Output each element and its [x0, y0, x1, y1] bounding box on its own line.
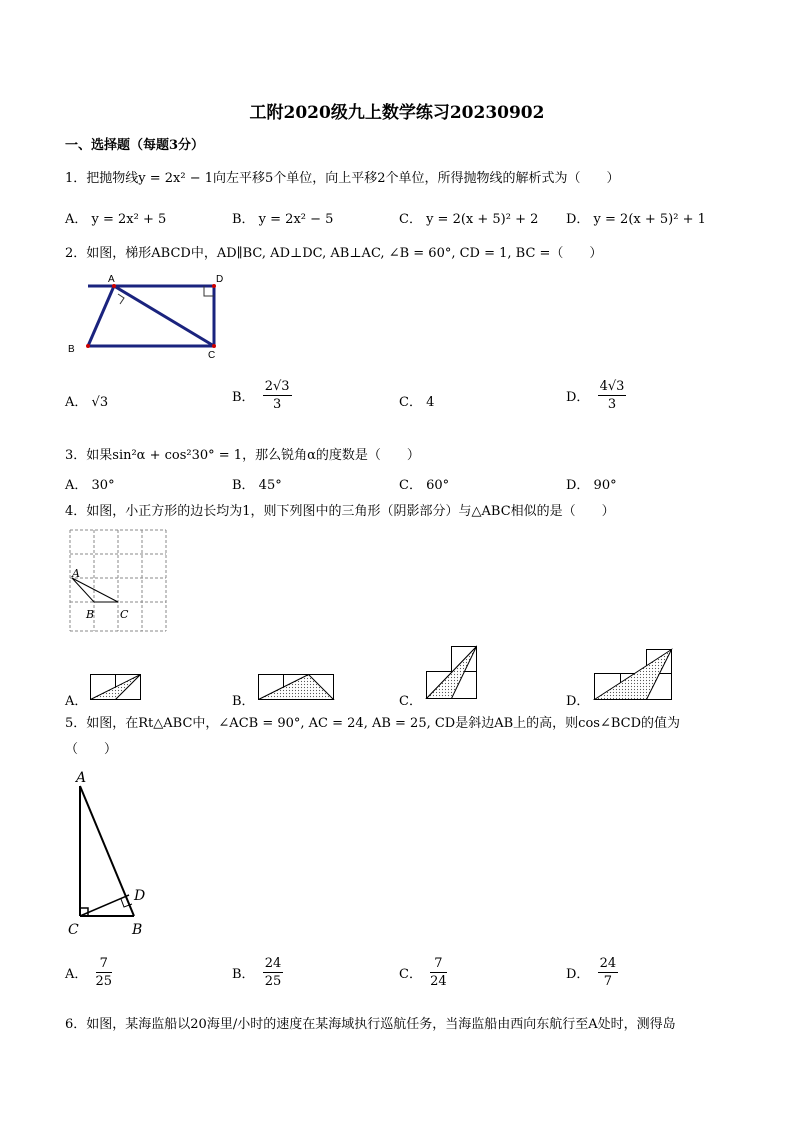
q6-stem: 6．如图，某海监船以20海里/小时的速度在某海域执行巡航任务，当海监船由西向东航行至A处时，测得岛 [65, 1017, 676, 1032]
q2-option-c[interactable]: C． 4 [399, 395, 435, 410]
q2-option-d-label: D． [566, 390, 590, 405]
section-heading: 一、选择题（每题3分） [65, 138, 205, 153]
q5-label-b: B [132, 922, 143, 938]
q5-option-d-denominator: 7 [603, 974, 612, 989]
q4-stem: 4．如图，小正方形的边长均为1，则下列图中的三角形（阴影部分）与△ABC相似的是（ ） [65, 504, 615, 519]
q4-option-d-figure [594, 649, 674, 702]
q5-label-c: C [68, 922, 79, 938]
q5-option-d[interactable] [566, 955, 618, 990]
q3-option-b[interactable]: B． 45° [232, 478, 282, 493]
q1-option-a[interactable]: A． y = 2x² + 5 [65, 212, 167, 227]
q2-stem: 2．如图，梯形ABCD中，AD∥BC, AD⊥DC, AB⊥AC, ∠B = 60°, CD = 1, BC =（ ） [65, 246, 603, 261]
q5-right-triangle-figure [66, 768, 156, 940]
q2-option-d-numerator: 4√3 [599, 379, 625, 394]
q2-option-d[interactable] [566, 378, 626, 413]
q5-option-b[interactable] [232, 955, 283, 990]
q5-option-a[interactable] [65, 955, 112, 990]
q2-option-a-value: √3 [91, 395, 109, 410]
q3-stem: 3．如果sin²α + cos²30° = 1，那么锐角α的度数是（ ） [65, 448, 420, 463]
q2-option-a-label: A． [65, 395, 88, 410]
q5-option-a-denominator: 25 [95, 974, 113, 989]
q2-option-b-label: B． [232, 390, 255, 405]
q2-label-c: C [208, 350, 216, 361]
q5-stem-continued: （ ） [65, 742, 118, 757]
q4-label-a: A [72, 567, 80, 580]
q5-stem: 5．如图，在Rt△ABC中，∠ACB = 90°, AC = 24, AB = 25, CD是斜边AB上的高，则cos∠BCD的值为 [65, 716, 681, 731]
q5-option-a-label: A． [65, 967, 88, 982]
q4-option-c-figure [426, 646, 478, 702]
q5-option-b-label: B． [232, 967, 255, 982]
q4-label-c: C [120, 608, 129, 621]
q5-option-c-label: C． [399, 967, 422, 982]
q4-option-c[interactable]: C． [399, 694, 422, 709]
q4-option-a[interactable]: A． [65, 694, 88, 709]
q2-trapezoid-figure [60, 270, 230, 365]
q5-option-b-denominator: 25 [264, 974, 282, 989]
q4-option-b-figure [258, 674, 336, 702]
q5-option-d-label: D． [566, 967, 590, 982]
q4-grid-figure [70, 530, 170, 635]
q2-option-d-denominator: 3 [607, 397, 617, 412]
q2-label-b: B [68, 344, 75, 355]
q5-label-d: D [134, 888, 146, 904]
q4-option-d[interactable]: D． [566, 694, 590, 709]
q5-option-a-numerator: 7 [96, 955, 113, 973]
q4-option-a-figure [90, 674, 142, 702]
q4-label-b: B [86, 608, 95, 621]
q5-option-c-numerator: 7 [430, 955, 447, 973]
q2-option-b-denominator: 3 [272, 397, 282, 412]
q5-option-c-denominator: 24 [430, 974, 447, 989]
q5-option-d-numerator: 24 [599, 956, 617, 971]
q2-option-b[interactable] [232, 378, 292, 413]
page-title: 工附2020级九上数学练习20230902 [249, 103, 545, 123]
q1-option-d[interactable]: D． y = 2(x + 5)² + 1 [566, 212, 706, 227]
q2-label-a: A [108, 274, 115, 285]
q3-option-a[interactable]: A． 30° [65, 478, 115, 493]
q3-option-d[interactable]: D． 90° [566, 478, 617, 493]
q1-option-c[interactable]: C． y = 2(x + 5)² + 2 [399, 212, 539, 227]
q5-label-a: A [76, 770, 87, 786]
q3-option-c[interactable]: C． 60° [399, 478, 450, 493]
q2-label-d: D [216, 274, 224, 285]
q5-option-c[interactable] [399, 955, 447, 990]
q1-option-b[interactable]: B． y = 2x² − 5 [232, 212, 334, 227]
q1-stem: 1．把抛物线y = 2x² − 1向左平移5个单位，向上平移2个单位，所得抛物线的解析式为（ ） [65, 171, 620, 186]
q4-option-b[interactable]: B． [232, 694, 255, 709]
q2-option-a[interactable] [65, 391, 108, 410]
q2-option-b-numerator: 2√3 [264, 379, 290, 394]
q5-option-b-numerator: 24 [264, 956, 282, 971]
